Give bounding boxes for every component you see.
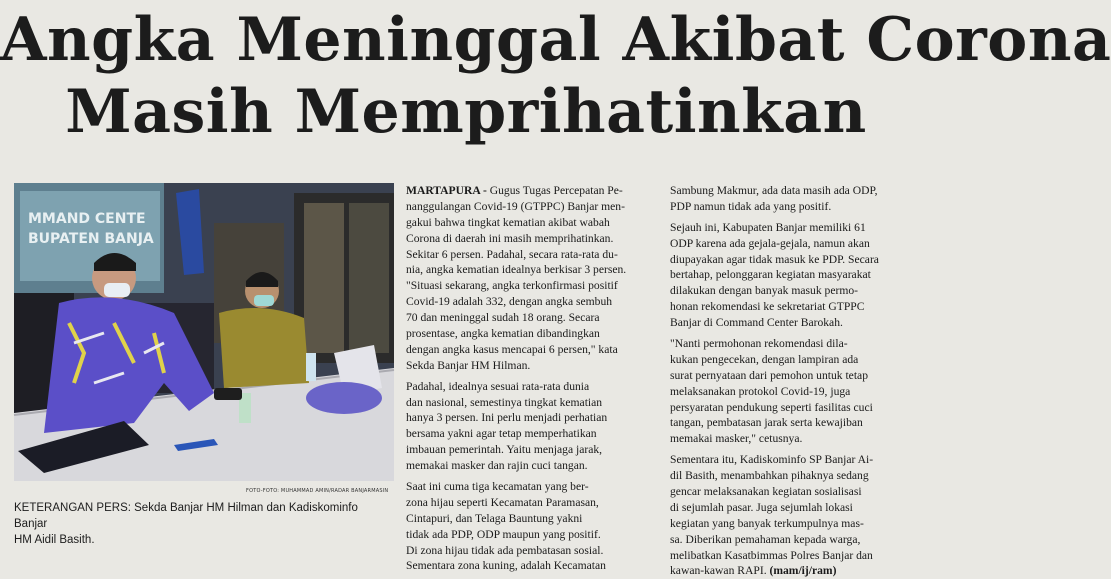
article-line (670, 500, 916, 516)
line-text: tangan, pembatasan jarak serta kewajiban (670, 416, 863, 430)
line-text: melaksanakan protokol Covid-19, juga (670, 384, 851, 398)
line-text: diupayakan agar tidak masuk ke PDP. Secara (670, 252, 879, 266)
article-line (670, 183, 916, 199)
article-column-2 (670, 183, 916, 579)
wall-sign-text-1: MMAND CENTE (28, 211, 146, 227)
article-line (670, 236, 916, 252)
line-text: prosentase, angka kematian dibandingkan (406, 327, 600, 341)
article-line (670, 484, 916, 500)
line-text: hanya 3 persen. Ini perlu menjadi perhatian (406, 411, 608, 425)
line-text: bertahap, pelonggaran kegiatan masyarakat (670, 268, 871, 282)
line-text: tidak ada PDP, ODP maupun yang positif. (406, 527, 601, 541)
article-line (406, 183, 654, 199)
article-line (670, 352, 916, 368)
article-line (670, 267, 916, 283)
line-text: kegiatan yang banyak terkumpulnya mas- (670, 516, 864, 530)
line-text: kukan pengecekan, dengan lampiran ada (670, 352, 859, 366)
article-line (406, 310, 654, 326)
line-text: Sementara itu, Kadiskominfo SP Banjar Ai- (670, 453, 874, 467)
article-line (406, 342, 654, 358)
article-line (670, 400, 916, 416)
line-text: Corona di daerah ini masih memprihatinkan. (406, 231, 614, 245)
article-line (406, 199, 654, 215)
headline-line-2: Masih Memprihatinkan (65, 77, 867, 147)
article-line (406, 379, 654, 395)
line-text: imbauan pemerintah. Yaitu menjaga jarak, (406, 443, 603, 457)
line-text: memakai masker dan rajin cuci tangan. (406, 459, 588, 473)
author-initials: (mam/ij/ram) (766, 564, 837, 578)
line-text: Sekda Banjar HM Hilman. (406, 358, 531, 372)
article-line (406, 479, 654, 495)
line-text: dil Basith, menambahkan pihaknya sedang (670, 469, 869, 483)
line-text: 70 dan meninggal sudah 18 orang. Secara (406, 311, 600, 325)
line-text: Sejauh ini, Kabupaten Banjar memiliki 61 (670, 220, 866, 234)
article-column-1 (406, 183, 654, 574)
line-text: dengan angka kasus mencapai 6 persen," kata (406, 342, 618, 356)
article-line (406, 215, 654, 231)
article-line (406, 426, 654, 442)
article-line (670, 563, 916, 579)
article-line (406, 358, 654, 374)
article-line (406, 458, 654, 474)
line-text: gakui bahwa tingkat kematian akibat wabah (406, 215, 610, 229)
line-text: Banjar di Command Center Barokah. (670, 316, 843, 330)
line-text: persyaratan pendukung seperti fasilitas cuci (670, 400, 873, 414)
caption-line-1: KETERANGAN PERS: Sekda Banjar HM Hilman dan Kadiskominfo Banjar (14, 502, 358, 530)
dateline: MARTAPURA - (406, 184, 487, 197)
line-text: melibatkan Kasatbimmas Polres Banjar dan (670, 548, 873, 562)
line-text: di sejumlah pasar. Juga sejumlah lokasi (670, 500, 853, 514)
article-line (406, 231, 654, 247)
line-text: Cintapuri, dan Telaga Bauntung yakni (406, 511, 583, 525)
line-text: memakai masker," cetusnya. (670, 432, 803, 446)
article-line (670, 548, 916, 564)
line-text: sa. Diberikan pemahaman kepada warga, (670, 532, 861, 546)
line-text: "Situasi sekarang, angka terkonfirmasi positif (406, 279, 618, 293)
line-text: dan nasional, semestinya tingkat kematian (406, 395, 603, 409)
article-line (670, 199, 916, 215)
article-line (406, 558, 654, 574)
article-line (670, 283, 916, 299)
line-text: ODP karena ada gejala-gejala, namun akan (670, 236, 870, 250)
article-line (406, 442, 654, 458)
article-line (406, 262, 654, 278)
article-line (406, 495, 654, 511)
article-line (670, 384, 916, 400)
article-line (406, 511, 654, 527)
article-line (406, 278, 654, 294)
line-text: Saat ini cuma tiga kecamatan yang ber- (406, 480, 589, 494)
article-line (670, 336, 916, 352)
article-line (670, 299, 916, 315)
meeting-photo-illustration (14, 183, 394, 481)
line-text: surat pernyataan dari pemohon untuk tetap (670, 368, 868, 382)
article-line (406, 543, 654, 559)
line-text: kawan-kawan RAPI. (670, 564, 767, 578)
line-text: Sekitar 6 persen. Padahal, secara rata-rata du- (406, 247, 618, 261)
article-line (406, 294, 654, 310)
article-line (670, 452, 916, 468)
line-text: "Nanti permohonan rekomendasi dila- (670, 337, 848, 351)
line-text: honan rekomendasi ke sekretariat GTPPC (670, 300, 865, 314)
article-line (670, 431, 916, 447)
line-text: Di zona hijau tidak ada pembatasan sosial. (406, 543, 604, 557)
line-text: Covid-19 adalah 332, dengan angka sembuh (406, 295, 613, 309)
line-text: PDP namun tidak ada yang positif. (670, 199, 832, 213)
photo-caption (14, 500, 394, 548)
line-text: bersama yakni agar tetap memperhatikan (406, 427, 597, 441)
article-line (670, 252, 916, 268)
line-text: zona hijau seperti Kecamatan Paramasan, (406, 495, 599, 509)
line-text: Sambung Makmur, ada data masih ada ODP, (670, 184, 878, 197)
article-line (406, 395, 654, 411)
article-line (670, 468, 916, 484)
article-line (670, 516, 916, 532)
line-text: Padahal, idealnya sesuai rata-rata dunia (406, 379, 590, 393)
article-line (670, 368, 916, 384)
caption-line-2: HM Aidil Basith. (14, 534, 95, 546)
line-text: Gugus Tugas Percepatan Pe- (486, 184, 623, 197)
article-line (406, 527, 654, 543)
line-text: nia, angka kematian idealnya berkisar 3 persen. (406, 263, 627, 277)
article-line (670, 532, 916, 548)
article-line (406, 247, 654, 263)
line-text: Sementara zona kuning, adalah Kecamatan (406, 559, 606, 573)
line-text: nanggulangan Covid-19 (GTPPC) Banjar men- (406, 199, 625, 213)
photo-credit: FOTO-FOTO: MUHAMMAD AMIN/RADAR BANJARMASIN (246, 488, 389, 494)
headline-line-1: Angka Meninggal Akibat Corona (0, 5, 1111, 75)
article-line (670, 415, 916, 431)
article-line (670, 315, 916, 331)
news-photo (14, 183, 394, 481)
article-line (406, 326, 654, 342)
article-line (670, 220, 916, 236)
line-text: dilakukan dengan banyak masuk permo- (670, 284, 859, 298)
line-text: gencar melaksanakan kegiatan sosialisasi (670, 485, 862, 499)
article-line (406, 410, 654, 426)
wall-sign-text-2: BUPATEN BANJA (28, 231, 154, 247)
